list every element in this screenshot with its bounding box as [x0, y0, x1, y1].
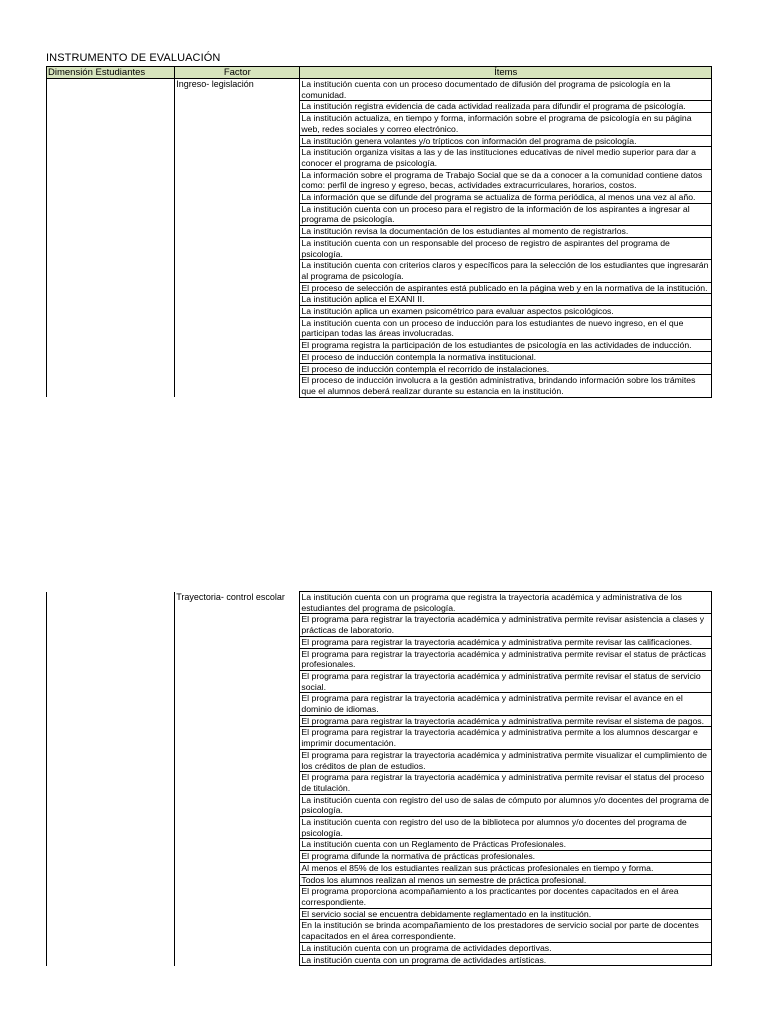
item-cell: El programa para registrar la trayectoria académica y administrativa permite visualizar el cumplimiento de los créditos de plan de estudios.: [300, 749, 712, 771]
document-title: INSTRUMENTO DE EVALUACIÓN: [46, 52, 221, 64]
item-cell: La institución registra evidencia de cada actividad realizada para difundir el programa de psicología.: [300, 101, 712, 113]
item-cell: El programa para registrar la trayectoria académica y administrativa permite revisar asistencia a clases y prácticas de laboratorio.: [300, 614, 712, 636]
item-cell: El programa para registrar la trayectoria académica y administrativa permite revisar las calificaciones.: [300, 636, 712, 648]
dimension-cell: [47, 592, 175, 966]
item-cell: La institución aplica un examen psicométrico para evaluar aspectos psicológicos.: [300, 306, 712, 318]
item-cell: El programa para registrar la trayectoria académica y administrativa permite revisar el avance en el dominio de idiomas.: [300, 693, 712, 715]
item-cell: La institución organiza visitas a las y de las instituciones educativas de nivel medio superior para dar a conocer el programa de psicología.: [300, 147, 712, 169]
item-cell: El programa registra la participación de los estudiantes de psicología en las actividades de inducción.: [300, 340, 712, 352]
item-cell: El proceso de selección de aspirantes está publicado en la página web y en la normativa de la institución.: [300, 282, 712, 294]
item-cell: La institución revisa la documentación de los estudiantes al momento de registrarlos.: [300, 226, 712, 238]
item-cell: La institución cuenta con un proceso para el registro de la información de los aspirantes a ingresar al programa de psicología.: [300, 203, 712, 225]
item-cell: La institución genera volantes y/o trípticos con información del programa de psicología.: [300, 135, 712, 147]
factor-cell: Ingreso- legislación: [175, 79, 300, 398]
item-cell: El programa difunde la normativa de prácticas profesionales.: [300, 851, 712, 863]
item-cell: El programa para registrar la trayectoria académica y administrativa permite revisar el sistema de pagos.: [300, 715, 712, 727]
item-cell: La información sobre el programa de Trabajo Social que se da a conocer a la comunidad contiene datos como: perfil de ingreso y egreso, becas, actividades extracurriculares, horarios, costos.: [300, 169, 712, 191]
evaluation-table-ingreso: [46, 66, 712, 398]
item-cell: La institución cuenta con registro del uso de salas de cómputo por alumnos y/o docentes del programa de psicología.: [300, 794, 712, 816]
item-cell: La institución cuenta con un proceso de inducción para los estudiantes de nuevo ingreso, en el que participan todas las áreas involucradas.: [300, 317, 712, 339]
header-factor: Factor: [175, 67, 300, 79]
item-cell: El programa para registrar la trayectoria académica y administrativa permite revisar el status del proceso de titulación.: [300, 772, 712, 794]
table-body-trayectoria: [47, 592, 712, 966]
item-cell: La institución cuenta con un programa que registra la trayectoria académica y administrativa de los estudiantes del programa de psicología.: [300, 592, 712, 614]
table-row: [47, 592, 712, 614]
item-cell: El proceso de inducción involucra a la gestión administrativa, brindando información sobre los trámites que el alumnos deberá realizar durante su estancia en la institución.: [300, 375, 712, 397]
factor-cell: Trayectoria- control escolar: [175, 592, 300, 966]
item-cell: El servicio social se encuentra debidamente reglamentado en la institución.: [300, 908, 712, 920]
dimension-cell: [47, 79, 175, 398]
item-cell: La institución cuenta con un proceso documentado de difusión del programa de psicología en la comunidad.: [300, 79, 712, 101]
item-cell: En la institución se brinda acompañamiento de los prestadores de servicio social por parte de docentes capacitados en el área correspondiente.: [300, 920, 712, 942]
item-cell: Al menos el 85% de los estudiantes realizan sus prácticas profesionales en tiempo y forma.: [300, 862, 712, 874]
item-cell: La institución aplica el EXANI II.: [300, 294, 712, 306]
table-body-ingreso: [47, 79, 712, 398]
item-cell: La institución cuenta con un responsable del proceso de registro de aspirantes del programa de psicología.: [300, 237, 712, 259]
item-cell: Todos los alumnos realizan al menos un semestre de práctica profesional.: [300, 874, 712, 886]
item-cell: El programa para registrar la trayectoria académica y administrativa permite revisar el status de prácticas profesionales.: [300, 648, 712, 670]
table-header-row: [47, 67, 712, 79]
item-cell: La institución cuenta con criterios claros y específicos para la selección de los estudiantes que ingresarán al programa de psicología.: [300, 260, 712, 282]
item-cell: El proceso de inducción contempla la normativa institucional.: [300, 351, 712, 363]
header-dimension: Dimensión Estudiantes: [47, 67, 175, 79]
item-cell: La institución cuenta con registro del uso de la biblioteca por alumnos y/o docentes del programa de psicología.: [300, 817, 712, 839]
item-cell: El programa para registrar la trayectoria académica y administrativa permite a los alumnos descargar e imprimir documentación.: [300, 727, 712, 749]
table-row: [47, 79, 712, 101]
item-cell: El programa proporciona acompañamiento a los practicantes por docentes capacitados en el área correspondiente.: [300, 886, 712, 908]
item-cell: La información que se difunde del programa se actualiza de forma periódica, al menos una vez al año.: [300, 192, 712, 204]
item-cell: La institución actualiza, en tiempo y forma, información sobre el programa de psicología en su página web, redes sociales y correo electrónico.: [300, 113, 712, 135]
evaluation-table-trayectoria: [46, 591, 712, 966]
item-cell: El programa para registrar la trayectoria académica y administrativa permite revisar el status de servicio social.: [300, 670, 712, 692]
header-items: Ítems: [300, 67, 712, 79]
item-cell: La institución cuenta con un programa de actividades deportivas.: [300, 942, 712, 954]
item-cell: La institución cuenta con un programa de actividades artísticas.: [300, 954, 712, 966]
item-cell: La institución cuenta con un Reglamento de Prácticas Profesionales.: [300, 839, 712, 851]
item-cell: El proceso de inducción contempla el recorrido de instalaciones.: [300, 363, 712, 375]
